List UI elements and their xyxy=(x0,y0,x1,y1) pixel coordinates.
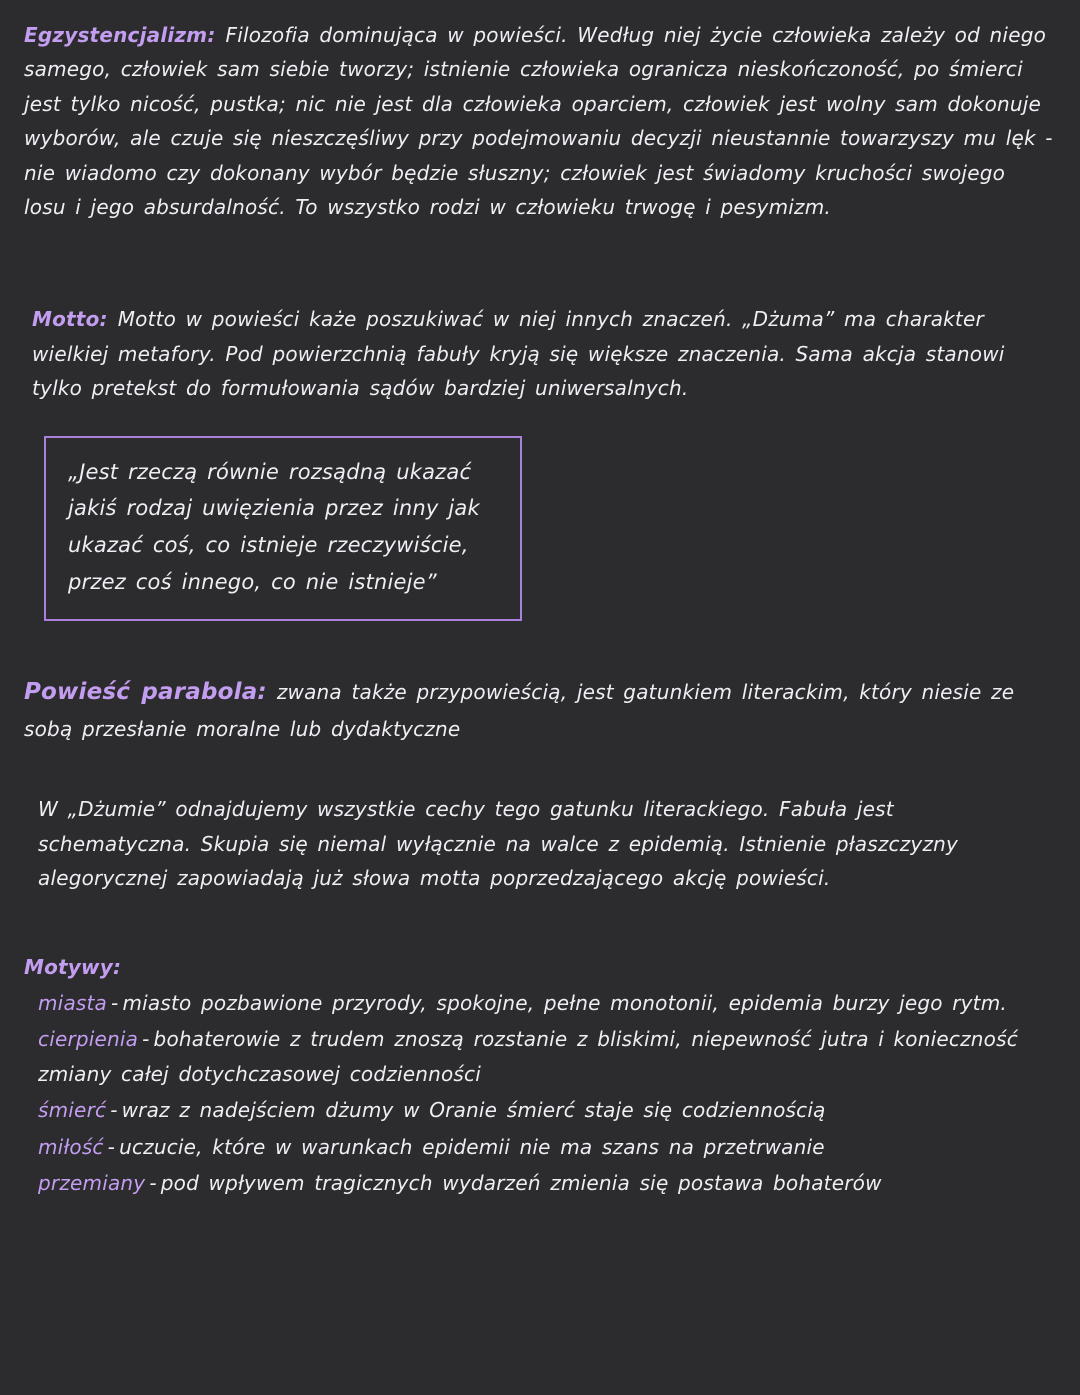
motif-term: miasta xyxy=(38,991,108,1016)
existentialism-paragraph xyxy=(24,18,1054,224)
motif-term: śmierć xyxy=(38,1098,107,1123)
section-motto xyxy=(24,302,1054,620)
motif-separator: - xyxy=(142,1027,150,1052)
motif-separator: - xyxy=(149,1170,157,1195)
parabola-body: zwana także przypowieścią, jest gatunkiem literackim, który niesie ze sobą przesłanie moralne lub dydaktyczne xyxy=(24,679,1015,742)
motif-separator: - xyxy=(107,1134,116,1159)
parabola-heading: Powieść parabola: xyxy=(24,678,267,705)
motif-separator: - xyxy=(110,1098,118,1123)
motifs-heading: Motywy: xyxy=(24,954,122,979)
motif-item-smierc xyxy=(24,1093,1054,1127)
section-existentialism xyxy=(24,18,1054,224)
motif-list xyxy=(24,986,1054,1200)
motif-term: cierpienia xyxy=(38,1027,139,1052)
motif-description: miasto pozbawione przyrody, spokojne, pełne monotonii, epidemia burzy jego rytm. xyxy=(122,991,1007,1016)
motif-description: pod wpływem tragicznych wydarzeń zmienia się postawa bohaterów xyxy=(160,1170,882,1195)
existentialism-body: Filozofia dominująca w powieści. Według niej życie człowieka zależy od niego samego, człowiek sam siebie tworzy; istnienie człowieka ogranicza nieskończoność, po śmierci jest tylko nicość, pustka; nic nie jest dla człowieka oparciem, człowiek jest wolny sam dokonuje wyborów, ale czuje się nieszczęśliwy przy podejmowaniu decyzji nieustannie towarzyszy mu lęk - nie wiadomo czy dokonany wybór będzie słuszny; człowiek jest świadomy kruchości swojego losu i jego absurdalność. To wszystko rodzi w człowieku trwogę i pesymizm. xyxy=(24,23,1053,219)
motif-description: bohaterowie z trudem znoszą rozstanie z bliskimi, niepewność jutra i konieczność zmiany całej dotychczasowej codzienności xyxy=(38,1027,1018,1086)
section-motifs xyxy=(24,950,1054,1201)
parabola-paragraph xyxy=(24,673,1054,747)
section-parabola xyxy=(24,673,1054,896)
motif-term: miłość xyxy=(38,1134,104,1159)
quote-box xyxy=(44,436,522,621)
motif-item-milosc xyxy=(24,1130,1054,1164)
quote-text: „Jest rzeczą równie rozsądną ukazać jakiś rodzaj uwięzienia przez inny jak ukazać coś, co istnieje rzeczywiście, przez coś innego, co nie istnieje” xyxy=(68,459,480,594)
motif-separator: - xyxy=(111,991,119,1016)
motif-description: wraz z nadejściem dżumy w Oranie śmierć staje się codziennością xyxy=(121,1098,826,1123)
parabola-body2: W „Dżumie” odnajdujemy wszystkie cechy tego gatunku literackiego. Fabuła jest schematyczna. Skupia się niemal wyłącznie na walce z epidemią. Istnienie płaszczyzny alegorycznej zapowiadają już słowa motta poprzedzającego akcję powieści. xyxy=(38,797,959,891)
existentialism-heading: Egzystencjalizm: xyxy=(24,23,216,47)
motif-item-przemiany xyxy=(24,1166,1054,1200)
motto-heading: Motto: xyxy=(32,307,108,332)
motif-item-cierpienia xyxy=(24,1022,1054,1091)
motif-description: uczucie, które w warunkach epidemii nie ma szans na przetrwanie xyxy=(119,1134,825,1159)
motto-paragraph xyxy=(32,302,1054,405)
motifs-heading-line xyxy=(24,950,1054,984)
motif-term: przemiany xyxy=(38,1170,146,1195)
motto-body: Motto w powieści każe poszukiwać w niej innych znaczeń. „Dżuma” ma charakter wielkiej metafory. Pod powierzchnią fabuły kryją się większe znaczenia. Sama akcja stanowi tylko pretekst do formułowania sądów bardziej uniwersalnych. xyxy=(32,307,1005,401)
motif-item-miasta xyxy=(24,986,1054,1020)
